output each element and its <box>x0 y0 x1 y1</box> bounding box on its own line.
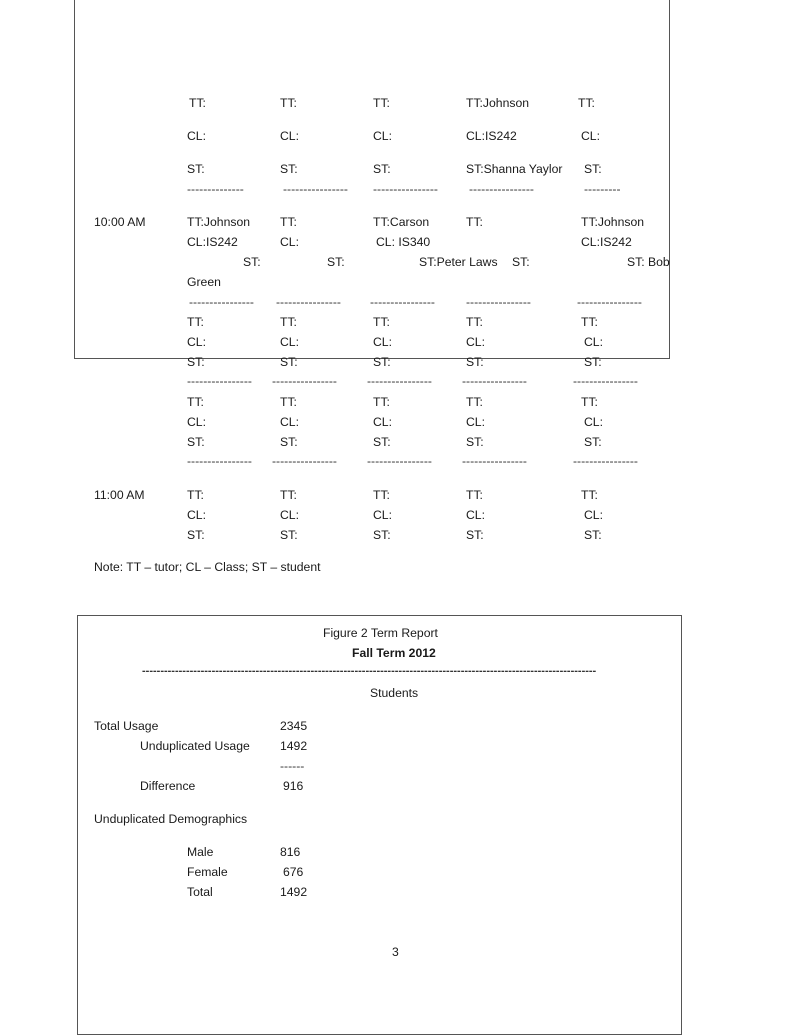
separator: ---------------- <box>367 374 432 388</box>
cell-st: ST: <box>280 435 298 449</box>
cell-st: ST: <box>466 528 484 542</box>
cell-cl: CL: <box>280 415 299 429</box>
report-title: Fall Term 2012 <box>352 646 436 660</box>
demographic-value: 676 <box>283 865 304 879</box>
cell-st: ST: <box>243 255 261 269</box>
separator: --------- <box>584 182 621 196</box>
separator: ---------------- <box>577 295 642 309</box>
cell-st: ST: <box>466 355 484 369</box>
cell-cl: CL: <box>187 508 206 522</box>
cell-cl: CL: <box>584 415 603 429</box>
cell-st: ST: <box>187 435 205 449</box>
cell-cl: CL: <box>280 335 299 349</box>
cell-tt: TT: <box>466 395 483 409</box>
cell-tt: TT: <box>373 315 390 329</box>
cell-cl: CL: <box>280 129 299 143</box>
separator: ---------------- <box>462 374 527 388</box>
cell-st: ST: <box>584 162 602 176</box>
cell-st: ST: <box>512 255 530 269</box>
total-usage-label: Total Usage <box>94 719 159 733</box>
separator: ---------------- <box>367 454 432 468</box>
cell-st: ST: <box>373 435 391 449</box>
separator: ---------------- <box>276 295 341 309</box>
cell-st: ST: <box>280 355 298 369</box>
cell-cl: CL: <box>466 335 485 349</box>
separator: ---------------- <box>573 454 638 468</box>
separator: ---------------- <box>283 182 348 196</box>
cell-tt: TT: <box>581 315 598 329</box>
cell-cl: CL: <box>187 415 206 429</box>
cell-tt: TT: <box>280 315 297 329</box>
legend-note: Note: TT – tutor; CL – Class; ST – student <box>94 560 321 574</box>
total-usage-value: 2345 <box>280 719 308 733</box>
cell-st: ST: <box>187 528 205 542</box>
section-heading: Students <box>370 686 419 700</box>
cell-cl: CL:IS242 <box>187 235 238 249</box>
separator: ---------------- <box>370 295 435 309</box>
unduplicated-usage-value: 1492 <box>280 739 308 753</box>
separator: ---------------- <box>187 374 252 388</box>
subtotal-rule: ------ <box>280 759 305 773</box>
demographic-label: Male <box>187 845 214 859</box>
cell-cl: CL: <box>280 508 299 522</box>
time-label: 11:00 AM <box>94 488 145 502</box>
cell-tt: TT: <box>189 96 206 110</box>
separator: ---------------- <box>189 295 254 309</box>
cell-cl: CL: <box>373 508 392 522</box>
separator: -------------- <box>187 182 244 196</box>
cell-tt: TT:Johnson <box>581 215 645 229</box>
cell-st: ST: <box>466 435 484 449</box>
cell-cl: CL: <box>466 415 485 429</box>
cell-tt: TT: <box>187 315 204 329</box>
cell-cl: CL: <box>373 335 392 349</box>
cell-cl: CL: <box>584 335 603 349</box>
title-rule: ---------------------------------------------------------------------------------------------------------------------------- <box>142 665 597 677</box>
cell-st: ST: <box>327 255 345 269</box>
cell-tt: TT: <box>373 96 390 110</box>
separator: ---------------- <box>462 454 527 468</box>
cell-st: ST: <box>373 355 391 369</box>
separator: ---------------- <box>469 182 534 196</box>
cell-cl: CL: <box>584 508 603 522</box>
difference-value: 916 <box>283 779 304 793</box>
separator: ---------------- <box>373 182 438 196</box>
cell-cl: CL: IS340 <box>376 235 431 249</box>
cell-st-wrap: Green <box>187 275 221 289</box>
cell-tt: TT: <box>466 215 483 229</box>
demographic-value: 1492 <box>280 885 308 899</box>
difference-label: Difference <box>140 779 196 793</box>
cell-st: ST: <box>373 528 391 542</box>
cell-tt: TT: <box>466 315 483 329</box>
demographic-value: 816 <box>280 845 301 859</box>
demographics-heading: Unduplicated Demographics <box>94 812 248 826</box>
cell-cl: CL:IS242 <box>581 235 632 249</box>
cell-tt: TT: <box>187 488 204 502</box>
separator: ---------------- <box>466 295 531 309</box>
cell-tt: TT: <box>280 395 297 409</box>
cell-tt: TT:Carson <box>373 215 430 229</box>
cell-tt: TT: <box>280 488 297 502</box>
cell-tt: TT: <box>581 395 598 409</box>
cell-cl: CL: <box>581 129 600 143</box>
unduplicated-usage-label: Unduplicated Usage <box>140 739 250 753</box>
time-label: 10:00 AM <box>94 215 146 229</box>
cell-cl: CL: <box>466 508 485 522</box>
cell-cl: CL: <box>187 129 206 143</box>
demographic-label: Female <box>187 865 228 879</box>
cell-st: ST: <box>584 435 602 449</box>
cell-tt: TT: <box>280 96 297 110</box>
cell-tt: TT: <box>187 395 204 409</box>
cell-st: ST: Bob <box>627 255 670 269</box>
cell-st: ST: <box>280 162 298 176</box>
separator: ---------------- <box>573 374 638 388</box>
cell-st: ST:Shanna Yaylor <box>466 162 563 176</box>
cell-tt: TT: <box>466 488 483 502</box>
cell-cl: CL: <box>373 129 392 143</box>
cell-cl: CL:IS242 <box>466 129 517 143</box>
cell-st: ST: <box>187 162 205 176</box>
cell-st: ST: <box>373 162 391 176</box>
cell-st: ST: <box>280 528 298 542</box>
separator: ---------------- <box>187 454 252 468</box>
separator: ---------------- <box>272 374 337 388</box>
cell-st: ST: <box>584 355 602 369</box>
page-number: 3 <box>392 945 399 959</box>
cell-cl: CL: <box>373 415 392 429</box>
cell-tt: TT:Johnson <box>187 215 251 229</box>
cell-tt: TT: <box>581 488 598 502</box>
cell-tt: TT: <box>373 488 390 502</box>
demographic-label: Total <box>187 885 213 899</box>
cell-st: ST: <box>584 528 602 542</box>
cell-st: ST: <box>187 355 205 369</box>
cell-tt: TT: <box>373 395 390 409</box>
cell-tt: TT: <box>578 96 595 110</box>
separator: ---------------- <box>272 454 337 468</box>
cell-cl: CL: <box>280 235 299 249</box>
cell-st: ST:Peter Laws <box>419 255 498 269</box>
cell-tt: TT: <box>280 215 297 229</box>
cell-tt: TT:Johnson <box>466 96 530 110</box>
figure-caption: Figure 2 Term Report <box>323 626 438 640</box>
cell-cl: CL: <box>187 335 206 349</box>
